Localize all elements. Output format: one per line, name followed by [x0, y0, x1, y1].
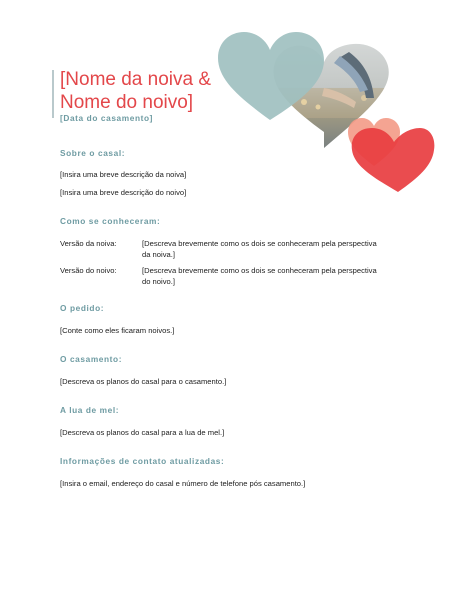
wedding-text: [Descreva os planos do casal para o casamento.] [60, 377, 227, 386]
bride-version-text [142, 238, 382, 260]
section-heading-about: Sobre o casal: [60, 148, 126, 158]
bride-version-label: Versão da noiva: [60, 239, 117, 248]
title-line-2: Nome do noivo] [60, 92, 194, 113]
section-heading-how-met: Como se conheceram: [60, 216, 161, 226]
contact-text: [Insira o email, endereço do casal e número de telefone pós casamento.] [60, 479, 306, 488]
title-accent-bar [52, 70, 54, 118]
groom-version-content: [Descreva brevemente como os dois se conheceram pela perspectiva do noivo.] [142, 266, 377, 286]
proposal-text: [Conte como eles ficaram noivos.] [60, 326, 175, 335]
groom-version-text [142, 265, 382, 287]
bride-description: [Insira uma breve descrição da noiva] [60, 170, 187, 179]
section-heading-contact: Informações de contato atualizadas: [60, 456, 225, 466]
section-heading-honeymoon: A lua de mel: [60, 405, 120, 415]
groom-version-label: Versão do noivo: [60, 266, 117, 275]
wedding-date: [Data do casamento] [60, 113, 154, 123]
section-heading-wedding: O casamento: [60, 354, 123, 364]
groom-description: [Insira uma breve descrição do noivo] [60, 188, 187, 197]
bride-version-content: [Descreva brevemente como os dois se conheceram pela perspectiva da noiva.] [142, 239, 377, 259]
section-heading-proposal: O pedido: [60, 303, 105, 313]
title-line-1: [Nome da noiva & [60, 69, 212, 90]
honeymoon-text: [Descreva os planos do casal para a lua de mel.] [60, 428, 225, 437]
